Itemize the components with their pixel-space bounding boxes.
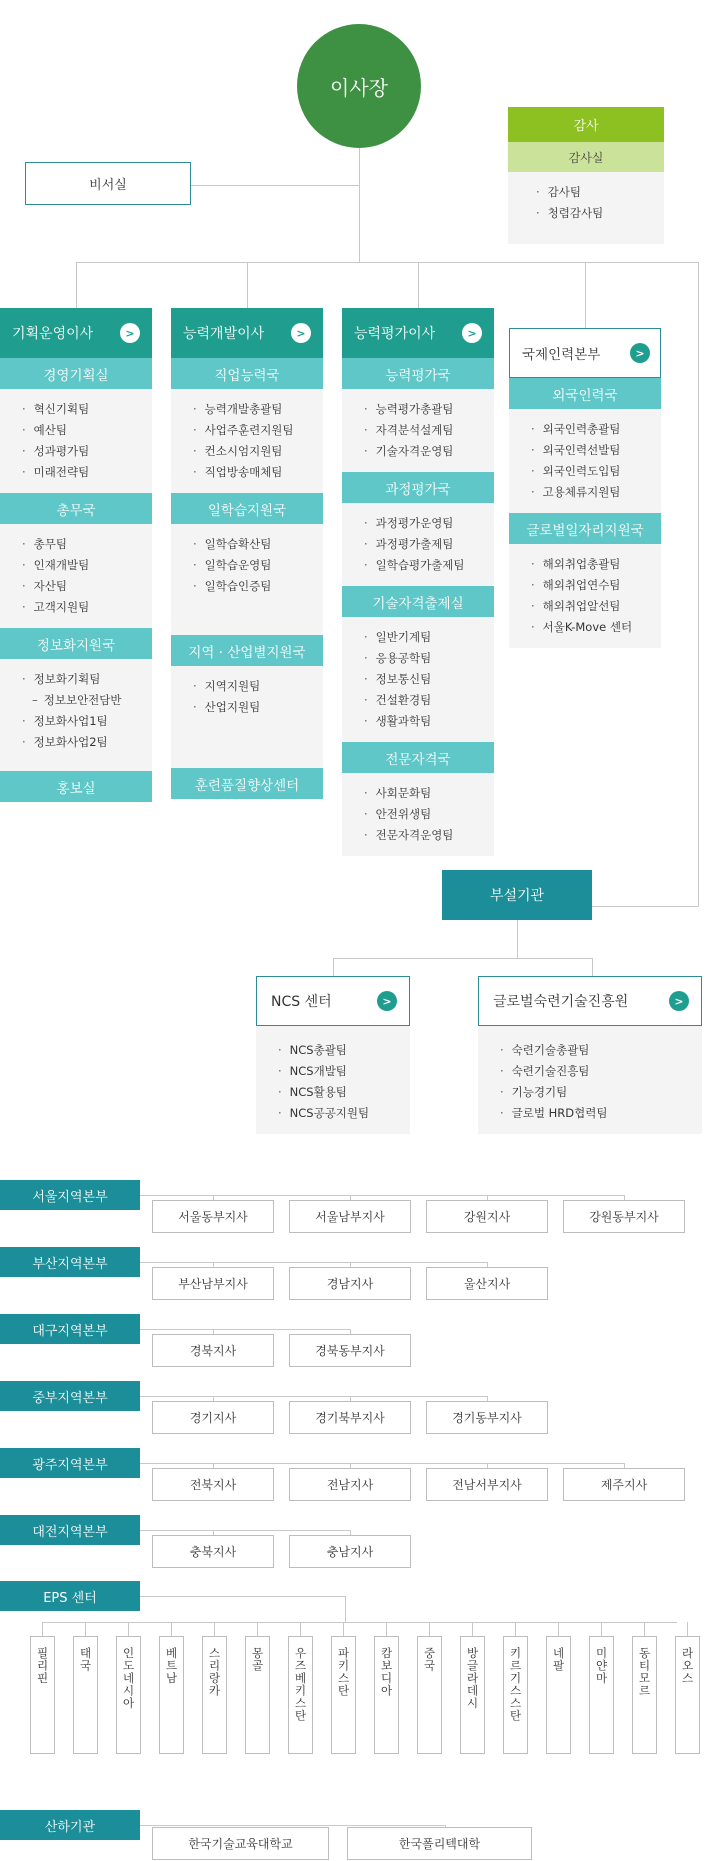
region-header: 광주지역본부 bbox=[0, 1448, 140, 1478]
list-item: · 응용공학팀 bbox=[364, 648, 494, 669]
subsidiary-item: 한국기술교육대학교 bbox=[152, 1827, 329, 1860]
eps-country-label: 미얀마 bbox=[594, 1647, 609, 1685]
branch-office: 부산남부지사 bbox=[152, 1267, 274, 1300]
global-skills-header[interactable]: 글로벌숙련기술진흥원 > bbox=[478, 976, 702, 1026]
list-item: · NCS총괄팀 bbox=[278, 1040, 410, 1061]
list-item: · 외국인력선발팀 bbox=[531, 440, 661, 461]
list-item: · 인재개발팀 bbox=[22, 555, 152, 576]
column-international bbox=[509, 328, 661, 648]
list-item: · 과정평가출제팀 bbox=[364, 534, 494, 555]
section-header: 정보화지원국 bbox=[0, 628, 152, 659]
connector-line bbox=[140, 1262, 487, 1263]
audit-box bbox=[508, 107, 664, 244]
director-evaluation[interactable]: 능력평가이사 > bbox=[342, 308, 494, 358]
list-item: · 정보통신팀 bbox=[364, 669, 494, 690]
list-item: · 생활과학팀 bbox=[364, 711, 494, 732]
list-item: · 지역지원팀 bbox=[193, 676, 323, 697]
list-item: · 정보화사업1팀 bbox=[22, 711, 152, 732]
list-item: · 해외취업연수팀 bbox=[531, 575, 661, 596]
eps-country bbox=[202, 1636, 227, 1754]
connector-line bbox=[214, 1622, 215, 1636]
connector-line bbox=[140, 1530, 350, 1531]
eps-country bbox=[632, 1636, 657, 1754]
connector-line bbox=[300, 1622, 301, 1636]
connector-line bbox=[171, 1622, 172, 1636]
list-item: – 정보보안전담반 bbox=[22, 690, 152, 711]
eps-country-label: 방글라데시 bbox=[465, 1647, 480, 1710]
section-header: 능력평가국 bbox=[342, 358, 494, 389]
global-skills-institute bbox=[478, 976, 702, 1134]
list-item: · 자격분석설계팀 bbox=[364, 420, 494, 441]
eps-country bbox=[73, 1636, 98, 1754]
audit-office: 감사실 bbox=[508, 142, 664, 172]
list-item: · 고객지원팀 bbox=[22, 597, 152, 618]
section-header: 외국인력국 bbox=[509, 378, 661, 409]
eps-country-label: 몽골 bbox=[250, 1647, 265, 1672]
section-header: 총무국 bbox=[0, 493, 152, 524]
list-item: · 사업주훈련지원팀 bbox=[193, 420, 323, 441]
list-item: · 서울K-Move 센터 bbox=[531, 617, 661, 638]
region-header: 대구지역본부 bbox=[0, 1314, 140, 1344]
branch-office: 전북지사 bbox=[152, 1468, 274, 1501]
section-header: 훈련품질향상센터 bbox=[171, 768, 323, 799]
list-item: · 직업방송매체팀 bbox=[193, 462, 323, 483]
branch-office: 경북지사 bbox=[152, 1334, 274, 1367]
section-header: 홍보실 bbox=[0, 771, 152, 802]
section-header: 글로벌일자리지원국 bbox=[509, 513, 661, 544]
eps-country-label: 중국 bbox=[422, 1647, 437, 1672]
region-header: 대전지역본부 bbox=[0, 1515, 140, 1545]
branch-office: 전남서부지사 bbox=[426, 1468, 548, 1501]
section-header: 기술자격출제실 bbox=[342, 586, 494, 617]
list-item: · 능력개발총괄팀 bbox=[193, 399, 323, 420]
eps-country-label: 라오스 bbox=[680, 1647, 695, 1685]
list-item: · 숙련기술총괄팀 bbox=[500, 1040, 702, 1061]
list-item: · 일학습운영팀 bbox=[193, 555, 323, 576]
branch-office: 충북지사 bbox=[152, 1535, 274, 1568]
connector-line bbox=[257, 1622, 258, 1636]
list-item: · 일학습인증팀 bbox=[193, 576, 323, 597]
branch-office: 강원지사 bbox=[426, 1200, 548, 1233]
section-header: 일학습지원국 bbox=[171, 493, 323, 524]
eps-country-label: 인도네시아 bbox=[121, 1647, 136, 1710]
list-item: · 청렴감사팀 bbox=[536, 203, 664, 224]
eps-country bbox=[116, 1636, 141, 1754]
list-item: · 외국인력도입팀 bbox=[531, 461, 661, 482]
arrow-right-icon[interactable]: > bbox=[120, 323, 140, 343]
eps-country bbox=[589, 1636, 614, 1754]
list-item: · 미래전략팀 bbox=[22, 462, 152, 483]
connector-line bbox=[386, 1622, 387, 1636]
list-item: · 외국인력총괄팀 bbox=[531, 419, 661, 440]
list-item: · 일반기계팀 bbox=[364, 627, 494, 648]
connector-line bbox=[140, 1396, 487, 1397]
connector-line bbox=[644, 1622, 645, 1636]
list-item: · 성과평가팀 bbox=[22, 441, 152, 462]
eps-country bbox=[460, 1636, 485, 1754]
eps-country bbox=[288, 1636, 313, 1754]
list-item: · NCS개발팀 bbox=[278, 1061, 410, 1082]
branch-office: 경기동부지사 bbox=[426, 1401, 548, 1434]
list-item: · 산업지원팀 bbox=[193, 697, 323, 718]
connector-line bbox=[601, 1622, 602, 1636]
list-item: · 컨소시엄지원팀 bbox=[193, 441, 323, 462]
list-item: · 해외취업알선팀 bbox=[531, 596, 661, 617]
subsidiary-header: 산하기관 bbox=[0, 1810, 140, 1840]
eps-country-label: 네팔 bbox=[551, 1647, 566, 1672]
eps-country bbox=[30, 1636, 55, 1754]
eps-country-label: 동티모르 bbox=[637, 1647, 652, 1697]
list-item: · 정보화기획팀 bbox=[22, 669, 152, 690]
eps-country bbox=[546, 1636, 571, 1754]
connector-line bbox=[343, 1622, 344, 1636]
arrow-right-icon[interactable]: > bbox=[630, 343, 650, 363]
ncs-center-header[interactable]: NCS 센터 > bbox=[256, 976, 410, 1026]
list-item: · 해외취업총괄팀 bbox=[531, 554, 661, 575]
connector-line bbox=[515, 1622, 516, 1636]
connector-line bbox=[687, 1622, 688, 1636]
branch-office: 경북동부지사 bbox=[289, 1334, 411, 1367]
connector-line bbox=[558, 1622, 559, 1636]
column-evaluation bbox=[342, 308, 494, 856]
secretary-office: 비서실 bbox=[25, 162, 191, 205]
arrow-right-icon[interactable]: > bbox=[462, 323, 482, 343]
branch-office: 서울동부지사 bbox=[152, 1200, 274, 1233]
eps-country-label: 우즈베키스탄 bbox=[293, 1647, 308, 1722]
column-planning bbox=[0, 308, 152, 802]
section-header: 경영기획실 bbox=[0, 358, 152, 389]
connector-line bbox=[429, 1622, 430, 1636]
eps-country-label: 베트남 bbox=[164, 1647, 179, 1685]
list-item: · 고용체류지원팀 bbox=[531, 482, 661, 503]
list-item: · 혁신기획팀 bbox=[22, 399, 152, 420]
arrow-right-icon[interactable]: > bbox=[669, 991, 689, 1011]
list-item: · 일학습확산팀 bbox=[193, 534, 323, 555]
list-item: · 감사팀 bbox=[536, 182, 664, 203]
branch-office: 충남지사 bbox=[289, 1535, 411, 1568]
eps-country-label: 필리핀 bbox=[35, 1647, 50, 1685]
arrow-right-icon[interactable]: > bbox=[291, 323, 311, 343]
branch-office: 서울남부지사 bbox=[289, 1200, 411, 1233]
list-item: · 글로벌 HRD협력팀 bbox=[500, 1103, 702, 1124]
branch-office: 경기북부지사 bbox=[289, 1401, 411, 1434]
branch-office: 울산지사 bbox=[426, 1267, 548, 1300]
list-item: · 정보화사업2팀 bbox=[22, 732, 152, 753]
ncs-center bbox=[256, 976, 410, 1134]
list-item: · 자산팀 bbox=[22, 576, 152, 597]
list-item: · 전문자격운영팀 bbox=[364, 825, 494, 846]
eps-country-label: 키르기스스탄 bbox=[508, 1647, 523, 1722]
subsidiary-item: 한국폴리텍대학 bbox=[347, 1827, 532, 1860]
eps-country bbox=[245, 1636, 270, 1754]
director-planning[interactable]: 기획운영이사 > bbox=[0, 308, 152, 358]
list-item: · 사회문화팀 bbox=[364, 783, 494, 804]
connector-line bbox=[472, 1622, 473, 1636]
affiliated-institutions: 부설기관 bbox=[442, 870, 592, 920]
chairman-node: 이사장 bbox=[297, 24, 421, 148]
branch-office: 강원동부지사 bbox=[563, 1200, 685, 1233]
list-item: · 기술자격운영팀 bbox=[364, 441, 494, 462]
eps-center-header: EPS 센터 bbox=[0, 1581, 140, 1611]
section-header: 지역 · 산업별지원국 bbox=[171, 635, 323, 666]
region-header: 서울지역본부 bbox=[0, 1180, 140, 1210]
eps-country bbox=[417, 1636, 442, 1754]
eps-country bbox=[675, 1636, 700, 1754]
eps-country bbox=[374, 1636, 399, 1754]
column-development bbox=[171, 308, 323, 799]
list-item: · NCS활용팀 bbox=[278, 1082, 410, 1103]
connector-line bbox=[140, 1329, 350, 1330]
section-header: 과정평가국 bbox=[342, 472, 494, 503]
eps-country-label: 스리랑카 bbox=[207, 1647, 222, 1697]
list-item: · 총무팀 bbox=[22, 534, 152, 555]
list-item: · 숙련기술진흥팀 bbox=[500, 1061, 702, 1082]
international-headquarters[interactable]: 국제인력본부 > bbox=[509, 328, 661, 378]
connector-line bbox=[42, 1622, 43, 1636]
list-item: · NCS공공지원팀 bbox=[278, 1103, 410, 1124]
arrow-right-icon[interactable]: > bbox=[377, 991, 397, 1011]
list-item: · 과정평가운영팀 bbox=[364, 513, 494, 534]
eps-country bbox=[503, 1636, 528, 1754]
section-header: 전문자격국 bbox=[342, 742, 494, 773]
list-item: · 기능경기팀 bbox=[500, 1082, 702, 1103]
eps-country bbox=[331, 1636, 356, 1754]
list-item: · 안전위생팀 bbox=[364, 804, 494, 825]
director-development[interactable]: 능력개발이사 > bbox=[171, 308, 323, 358]
section-header: 직업능력국 bbox=[171, 358, 323, 389]
list-item: · 일학습평가출제팀 bbox=[364, 555, 494, 576]
eps-country bbox=[159, 1636, 184, 1754]
region-header: 중부지역본부 bbox=[0, 1381, 140, 1411]
list-item: · 능력평가총괄팀 bbox=[364, 399, 494, 420]
branch-office: 전남지사 bbox=[289, 1468, 411, 1501]
audit-list bbox=[508, 172, 664, 224]
eps-country-label: 태국 bbox=[78, 1647, 93, 1672]
eps-country-label: 파키스탄 bbox=[336, 1647, 351, 1697]
list-item: · 건설환경팀 bbox=[364, 690, 494, 711]
eps-country-label: 캄보디아 bbox=[379, 1647, 394, 1697]
branch-office: 경남지사 bbox=[289, 1267, 411, 1300]
region-header: 부산지역본부 bbox=[0, 1247, 140, 1277]
branch-office: 경기지사 bbox=[152, 1401, 274, 1434]
list-item: · 예산팀 bbox=[22, 420, 152, 441]
audit-title: 감사 bbox=[508, 107, 664, 142]
connector-line bbox=[85, 1622, 86, 1636]
branch-office: 제주지사 bbox=[563, 1468, 685, 1501]
connector-line bbox=[128, 1622, 129, 1636]
